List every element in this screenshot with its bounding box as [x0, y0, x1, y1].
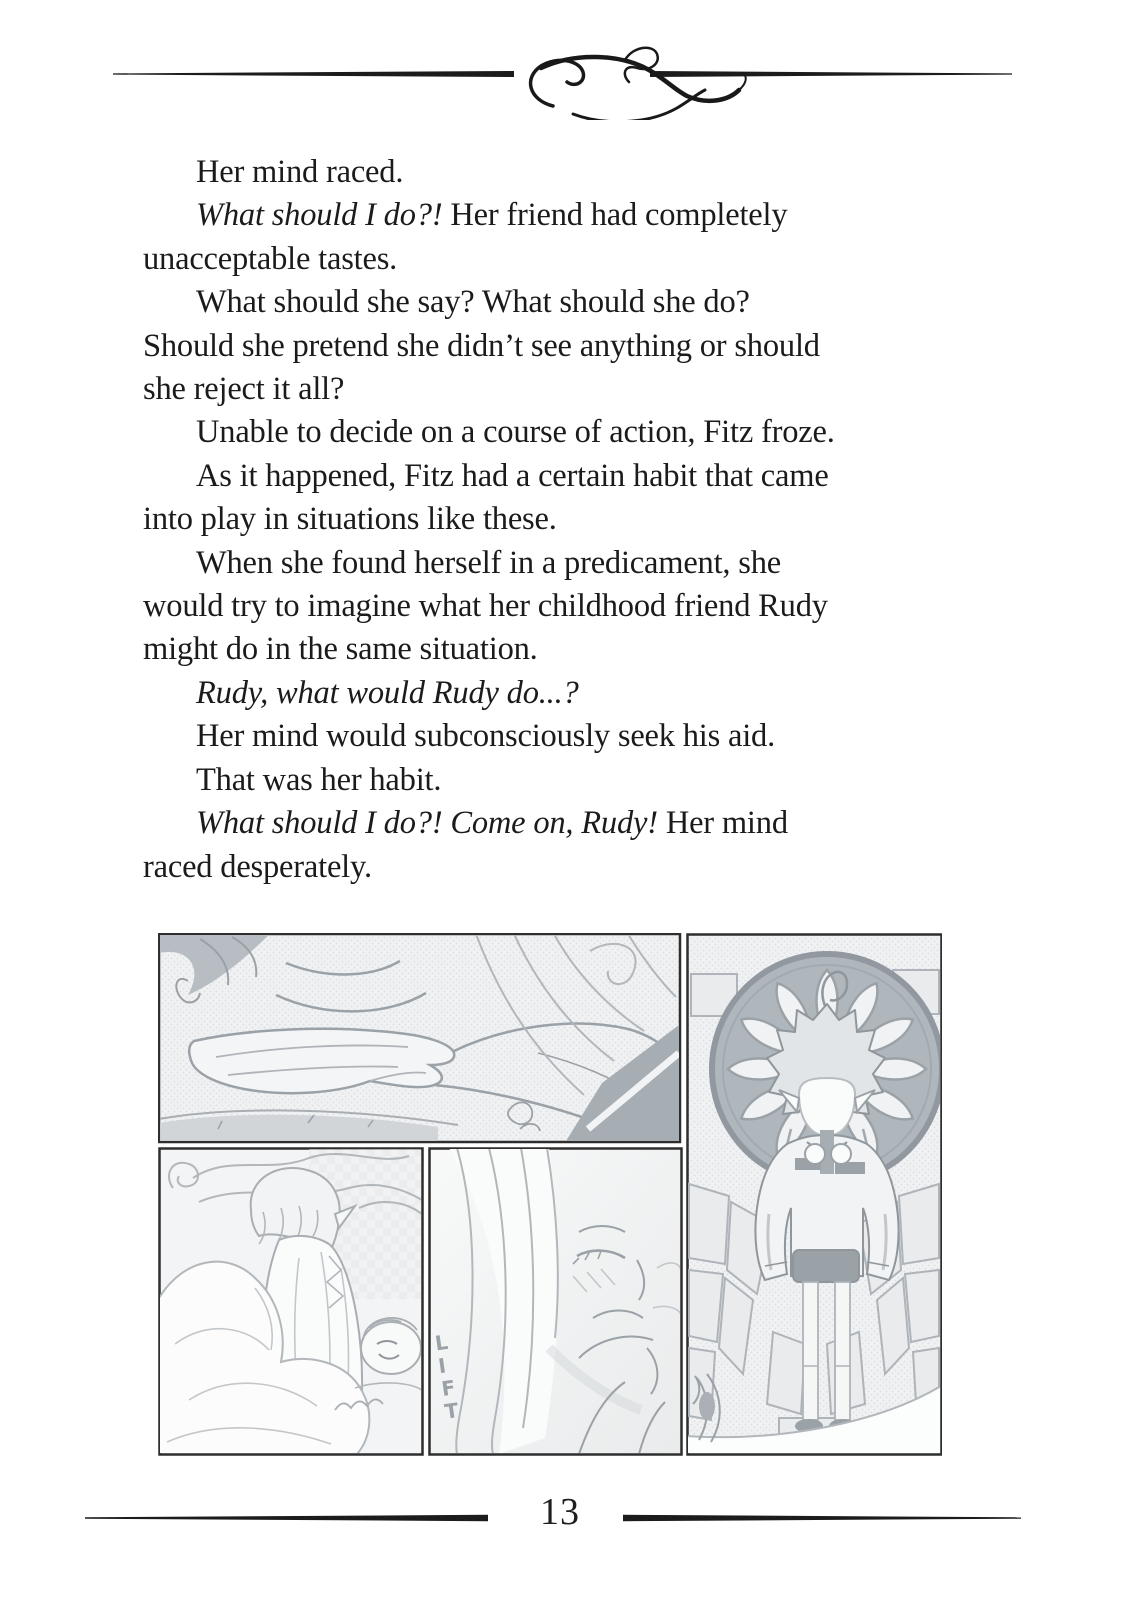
paragraph: [143, 281, 943, 411]
text-segment: Should she pretend she didn’t see anything or should: [143, 327, 820, 364]
footer-rule-right: [623, 1515, 1021, 1521]
text-line: [143, 151, 943, 194]
text-segment: would try to imagine what her childhood friend Rudy: [143, 588, 828, 625]
paragraph: [143, 411, 943, 454]
rose-window-panel: [687, 935, 942, 1455]
text-segment: unacceptable tastes.: [143, 240, 398, 277]
text-line: [143, 238, 943, 281]
text-segment: Unable to decide on a course of action, Fitz froze.: [196, 414, 835, 451]
text-line: [143, 846, 943, 889]
text-segment: That was her habit.: [196, 761, 442, 798]
text-line: [143, 628, 943, 671]
text-line: [143, 368, 943, 411]
flourish-icon: [531, 48, 746, 120]
text-line: [143, 411, 943, 454]
manga-illustration: [158, 933, 942, 1456]
text-segment: As it happened, Fitz had a certain habit that came: [196, 457, 829, 494]
footer-rule-left: [85, 1515, 488, 1521]
bed-scene-panel: [159, 1149, 423, 1455]
text-segment: she reject it all?: [143, 371, 345, 408]
text-line: [143, 281, 943, 324]
text-segment: raced desperately.: [143, 848, 372, 885]
header-rule-right: [650, 71, 1012, 77]
paragraph: [143, 542, 943, 672]
text-segment: When she found herself in a predicament, she: [196, 544, 782, 581]
header-rule-left: [113, 71, 514, 77]
text-segment: might do in the same situation.: [143, 631, 538, 668]
sfx-text: LIFT: [433, 1329, 461, 1424]
header-divider-ornament: [105, 40, 1020, 120]
text-line: [143, 672, 943, 715]
text-line: [143, 585, 943, 628]
text-line: [143, 455, 943, 498]
text-segment: Her friend had completely: [450, 197, 788, 234]
paragraph: [143, 759, 943, 802]
text-segment: Her mind: [665, 805, 788, 842]
paragraph: [143, 672, 943, 715]
text-segment: What should she say? What should she do?: [196, 284, 750, 321]
text-line: [143, 715, 943, 758]
italic-text-segment: What should I do?! Come on, Rudy!: [196, 805, 666, 842]
italic-text-segment: What should I do?!: [196, 197, 451, 234]
text-line: [143, 759, 943, 802]
paragraph: [143, 151, 943, 194]
text-line: [143, 194, 943, 237]
paragraph: [143, 455, 943, 542]
text-line: [143, 802, 943, 845]
body-text: [143, 151, 943, 889]
paragraph: [143, 802, 943, 889]
text-segment: into play in situations like these.: [143, 501, 557, 538]
hand-reach-panel: [159, 934, 680, 1155]
text-line: [143, 498, 943, 541]
text-line: [143, 542, 943, 585]
text-line: [143, 325, 943, 368]
page-number: 13: [540, 1491, 580, 1533]
text-segment: Her mind raced.: [196, 154, 404, 190]
text-segment: Her mind would subconsciously seek his aid.: [196, 718, 776, 755]
paragraph: [143, 715, 943, 758]
paragraph: [143, 194, 943, 281]
italic-text-segment: Rudy, what would Rudy do...?: [196, 674, 579, 711]
kiss-closeup-panel: [430, 1148, 682, 1455]
